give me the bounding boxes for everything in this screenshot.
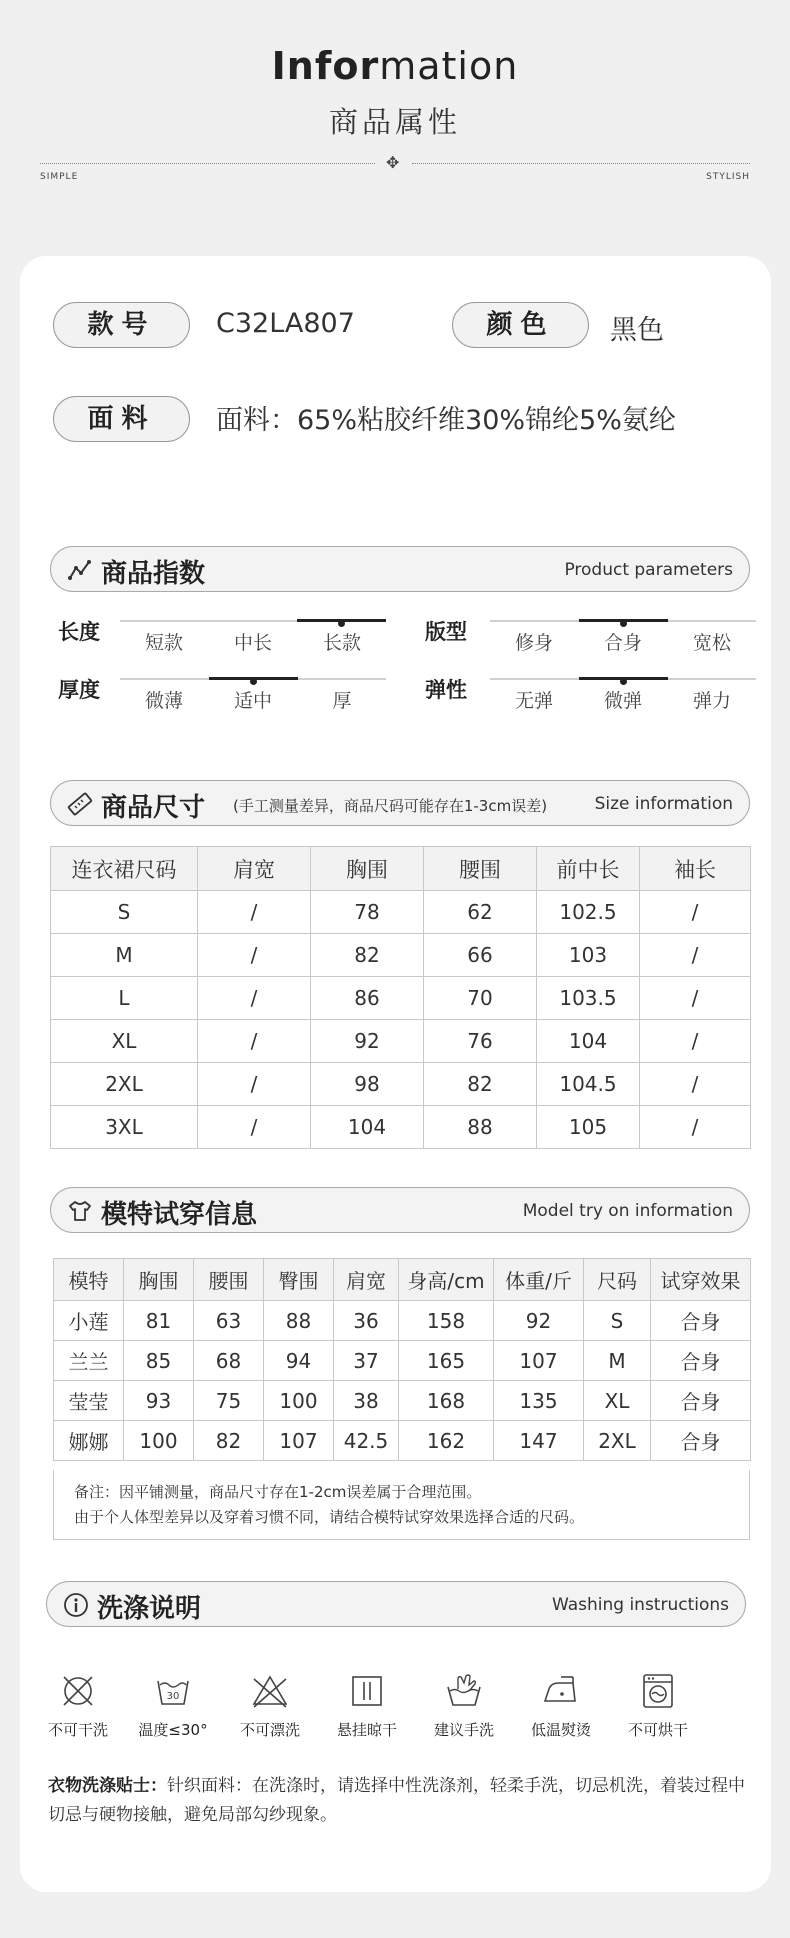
- table-cell: 85: [124, 1341, 194, 1381]
- note-line: 由于个人体型差异以及穿着习惯不同，请结合模特试穿效果选择合适的尺码。: [74, 1508, 585, 1526]
- no-tumble-dry-icon: [638, 1671, 678, 1711]
- table-cell: 98: [311, 1063, 424, 1106]
- table-header: 胸围: [311, 847, 424, 891]
- wash-item-no-bleach: [228, 1671, 312, 1740]
- table-cell: 147: [494, 1421, 584, 1461]
- param-option-selected: 合身: [603, 632, 642, 654]
- table-cell: /: [198, 934, 311, 977]
- wash-item-label: 不可烘干: [627, 1721, 688, 1739]
- wash-item-label: 不可漂洗: [239, 1721, 300, 1739]
- style-no-value: C32LA807: [216, 308, 355, 339]
- info-card: [20, 256, 771, 1892]
- table-cell: 92: [311, 1020, 424, 1063]
- wash-item-label: 低温熨烫: [530, 1721, 591, 1739]
- table-row: [51, 1063, 751, 1106]
- table-cell: XL: [584, 1381, 651, 1421]
- header-divider-left: [40, 163, 375, 164]
- table-header: 腰围: [424, 847, 537, 891]
- table-cell: 104: [311, 1106, 424, 1149]
- wash-item-hang-dry: [325, 1671, 409, 1740]
- tips-text: 针织面料：在洗涤时，请选择中性洗涤剂，轻柔手洗，切忌机洗，着装过程中切忌与硬物接触，避免局部勾纱现象。: [48, 1776, 745, 1825]
- no-dry-clean-icon: [58, 1671, 98, 1711]
- table-cell: 38: [334, 1381, 399, 1421]
- washing-bar: [46, 1581, 746, 1627]
- table-header: 连衣裙尺码: [51, 847, 198, 891]
- header-divider-right: [412, 163, 750, 164]
- size-table: [50, 846, 751, 1149]
- table-cell: 165: [399, 1341, 494, 1381]
- table-cell: 合身: [651, 1301, 751, 1341]
- params-bar: [50, 546, 750, 592]
- hang-dry-icon: [347, 1671, 387, 1711]
- tshirt-icon: [67, 1198, 93, 1224]
- table-cell: 92: [494, 1301, 584, 1341]
- table-header: 臀围: [264, 1259, 334, 1301]
- fabric-value: 面料：65%粘胶纤维30%锦纶5%氨纶: [216, 405, 676, 436]
- table-cell: S: [51, 891, 198, 934]
- wash-item-low-iron: [519, 1671, 603, 1740]
- table-cell: 娜娜: [54, 1421, 124, 1461]
- table-cell: 小莲: [54, 1301, 124, 1341]
- param-option-selected: 适中: [233, 690, 272, 712]
- table-cell: 100: [124, 1421, 194, 1461]
- table-cell: /: [198, 1020, 311, 1063]
- table-cell: 88: [264, 1301, 334, 1341]
- table-cell: XL: [51, 1020, 198, 1063]
- table-cell: 162: [399, 1421, 494, 1461]
- table-cell: 104.5: [537, 1063, 640, 1106]
- table-cell: L: [51, 977, 198, 1020]
- param-option-selected: 微弹: [603, 690, 642, 712]
- model-title-en: Model try on information: [522, 1201, 733, 1221]
- params-title-en: Product parameters: [564, 560, 733, 580]
- param-selected-dot: [338, 620, 345, 627]
- model-bar: [50, 1187, 750, 1233]
- table-cell: 75: [194, 1381, 264, 1421]
- header-title-en-bold: Infor: [271, 44, 380, 88]
- table-cell: 78: [311, 891, 424, 934]
- table-row: [54, 1301, 751, 1341]
- param-label: 厚度: [58, 678, 100, 702]
- table-cell: /: [198, 977, 311, 1020]
- table-cell: 158: [399, 1301, 494, 1341]
- table-cell: 135: [494, 1381, 584, 1421]
- table-cell: S: [584, 1301, 651, 1341]
- wash-item-no-dry-clean: [36, 1671, 120, 1740]
- low-iron-icon: [541, 1671, 581, 1711]
- table-header-row: [54, 1259, 751, 1301]
- table-header-row: [51, 847, 751, 891]
- header-title-cn: 商品属性: [328, 105, 461, 139]
- table-cell: 3XL: [51, 1106, 198, 1149]
- style-no-label: 款号: [53, 302, 190, 348]
- table-cell: /: [640, 891, 751, 934]
- wash-item-hand-wash: [422, 1671, 506, 1740]
- table-cell: 88: [424, 1106, 537, 1149]
- table-cell: /: [198, 891, 311, 934]
- table-cell: 37: [334, 1341, 399, 1381]
- table-cell: 68: [194, 1341, 264, 1381]
- info-icon: [63, 1592, 89, 1618]
- table-cell: 82: [194, 1421, 264, 1461]
- table-cell: 86: [311, 977, 424, 1020]
- table-cell: 36: [334, 1301, 399, 1341]
- table-cell: 42.5: [334, 1421, 399, 1461]
- note-line: 备注：因平铺测量，商品尺寸存在1-2cm误差属于合理范围。: [74, 1483, 482, 1501]
- table-cell: /: [640, 1020, 751, 1063]
- color-value: 黑色: [610, 315, 664, 346]
- param-option: 短款: [144, 632, 183, 654]
- table-cell: 93: [124, 1381, 194, 1421]
- param-option-selected: 长款: [322, 632, 361, 654]
- table-cell: /: [640, 1106, 751, 1149]
- tips-label: 衣物洗涤贴士：: [48, 1776, 167, 1796]
- table-cell: 94: [264, 1341, 334, 1381]
- param-option: 宽松: [692, 632, 731, 654]
- table-cell: 66: [424, 934, 537, 977]
- table-cell: 合身: [651, 1381, 751, 1421]
- wash-30-icon: [153, 1671, 193, 1711]
- size-title-en: Size information: [594, 794, 733, 814]
- size-bar: [50, 780, 750, 826]
- washing-title: 洗涤说明: [97, 1594, 202, 1624]
- table-header: 前中长: [537, 847, 640, 891]
- size-title: 商品尺寸: [101, 793, 206, 823]
- param-selected-dot: [250, 678, 257, 685]
- table-cell: /: [640, 1063, 751, 1106]
- params-title: 商品指数: [101, 559, 206, 589]
- table-header: 身高/cm: [399, 1259, 494, 1301]
- table-header: 肩宽: [198, 847, 311, 891]
- table-cell: 2XL: [51, 1063, 198, 1106]
- table-cell: 103: [537, 934, 640, 977]
- wash-item-label: 不可干洗: [47, 1721, 108, 1739]
- table-cell: /: [198, 1063, 311, 1106]
- param-label: 版型: [425, 620, 467, 644]
- table-row: [54, 1381, 751, 1421]
- header-title-en: [0, 44, 790, 88]
- table-header: 腰围: [194, 1259, 264, 1301]
- table-header: 模特: [54, 1259, 124, 1301]
- table-row: [51, 1106, 751, 1149]
- table-cell: 82: [311, 934, 424, 977]
- wash-item-label: 悬挂晾干: [336, 1721, 397, 1739]
- size-subtitle: (手工测量差异，商品尺码可能存在1-3cm误差): [233, 797, 548, 815]
- header-title-en-rest: mation: [379, 44, 519, 88]
- model-table: [53, 1258, 751, 1461]
- wash-item-label: 温度≤30°: [138, 1721, 208, 1739]
- table-row: [51, 934, 751, 977]
- table-cell: M: [584, 1341, 651, 1381]
- table-cell: 100: [264, 1381, 334, 1421]
- wash-temp-badge: 30: [166, 1691, 180, 1702]
- fabric-label: 面料: [53, 396, 190, 442]
- table-cell: 62: [424, 891, 537, 934]
- table-cell: /: [198, 1106, 311, 1149]
- table-cell: M: [51, 934, 198, 977]
- hand-wash-icon: [444, 1671, 484, 1711]
- table-cell: 70: [424, 977, 537, 1020]
- table-cell: 63: [194, 1301, 264, 1341]
- table-cell: 82: [424, 1063, 537, 1106]
- table-cell: 103.5: [537, 977, 640, 1020]
- table-row: [54, 1341, 751, 1381]
- param-selected-dot: [620, 620, 627, 627]
- table-cell: 168: [399, 1381, 494, 1421]
- wash-item-no-tumble-dry: [616, 1671, 700, 1740]
- param-option: 厚: [332, 690, 352, 712]
- table-cell: 107: [494, 1341, 584, 1381]
- washing-tips: [48, 1772, 748, 1830]
- table-cell: 76: [424, 1020, 537, 1063]
- param-label: 弹性: [425, 678, 467, 702]
- table-cell: 兰兰: [54, 1341, 124, 1381]
- header-left-tag: SIMPLE: [40, 172, 79, 182]
- cross-ornament-icon: ✥: [386, 153, 400, 172]
- table-cell: 104: [537, 1020, 640, 1063]
- washing-title-en: Washing instructions: [551, 1595, 729, 1615]
- param-option: 修身: [514, 632, 553, 654]
- wash-item-wash-30: [131, 1671, 215, 1740]
- wash-item-label: 建议手洗: [433, 1721, 494, 1739]
- table-header: 体重/斤: [494, 1259, 584, 1301]
- param-option: 弹力: [692, 690, 731, 712]
- table-cell: 107: [264, 1421, 334, 1461]
- no-bleach-icon: [250, 1671, 290, 1711]
- table-cell: 莹莹: [54, 1381, 124, 1421]
- table-row: [51, 891, 751, 934]
- model-title: 模特试穿信息: [101, 1200, 258, 1230]
- table-row: [51, 977, 751, 1020]
- param-selected-dot: [620, 678, 627, 685]
- ruler-icon: [67, 791, 93, 817]
- table-header: 试穿效果: [651, 1259, 751, 1301]
- chart-line-icon: [67, 557, 93, 583]
- table-header: 袖长: [640, 847, 751, 891]
- model-note: [53, 1470, 750, 1540]
- table-row: [54, 1421, 751, 1461]
- table-header: 尺码: [584, 1259, 651, 1301]
- table-cell: 81: [124, 1301, 194, 1341]
- table-header: 胸围: [124, 1259, 194, 1301]
- table-cell: 合身: [651, 1341, 751, 1381]
- table-cell: 105: [537, 1106, 640, 1149]
- table-header: 肩宽: [334, 1259, 399, 1301]
- color-label: 颜色: [452, 302, 589, 348]
- table-cell: 合身: [651, 1421, 751, 1461]
- param-option: 中长: [233, 632, 272, 654]
- table-cell: 102.5: [537, 891, 640, 934]
- param-label: 长度: [58, 620, 100, 644]
- table-cell: /: [640, 977, 751, 1020]
- header-right-tag: STYLISH: [706, 172, 750, 182]
- table-cell: 2XL: [584, 1421, 651, 1461]
- table-row: [51, 1020, 751, 1063]
- param-option: 无弹: [514, 690, 553, 712]
- table-cell: /: [640, 934, 751, 977]
- param-option: 微薄: [144, 690, 183, 712]
